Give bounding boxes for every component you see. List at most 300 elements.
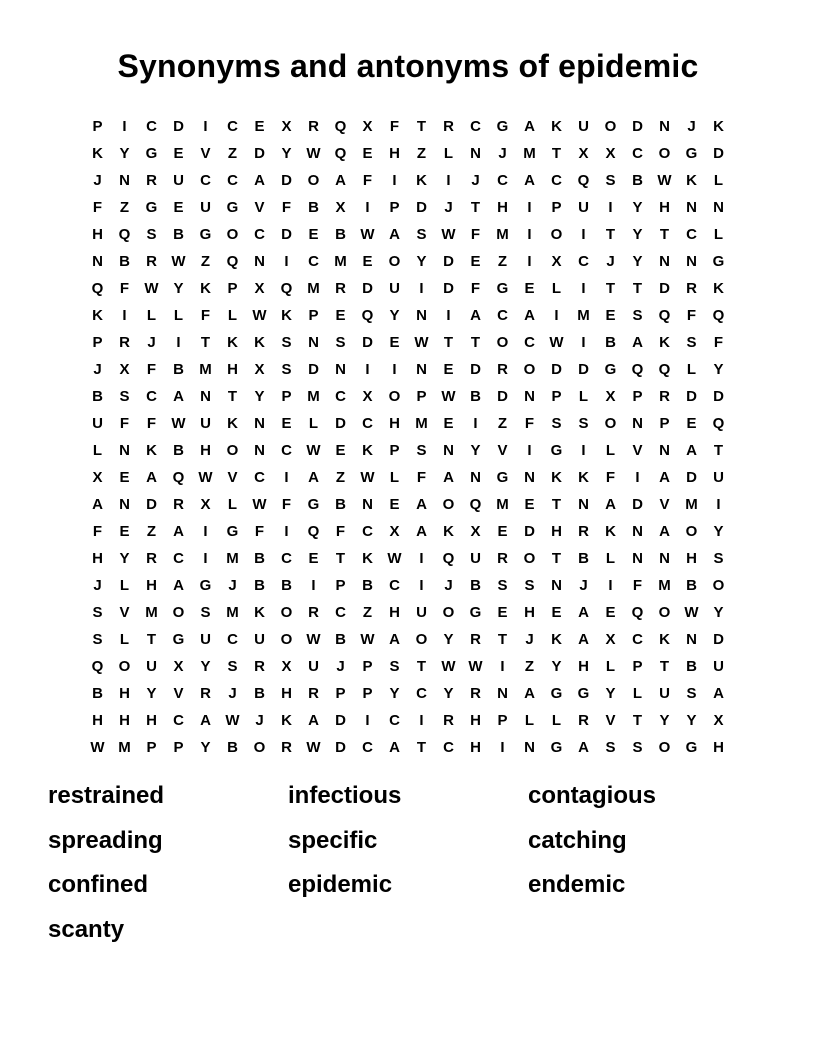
- grid-letter: U: [578, 118, 589, 135]
- grid-letter: X: [119, 361, 130, 378]
- grid-letter: Y: [119, 550, 130, 567]
- grid-letter: C: [416, 685, 427, 702]
- grid-letter: I: [203, 118, 208, 135]
- grid-letter: V: [119, 604, 130, 621]
- grid-letter: D: [335, 712, 346, 729]
- grid-letter: A: [335, 172, 346, 189]
- grid-letter: R: [443, 118, 454, 135]
- grid-letter: E: [524, 496, 535, 513]
- grid-letter: A: [146, 469, 157, 486]
- grid-letter: L: [524, 712, 535, 729]
- grid-letter: O: [226, 442, 239, 459]
- grid-letter: J: [336, 658, 345, 675]
- grid-letter: C: [146, 118, 157, 135]
- word-list-item: epidemic: [288, 871, 393, 898]
- grid-letter: F: [470, 226, 481, 243]
- grid-letter: R: [470, 685, 481, 702]
- grid-letter: X: [389, 523, 400, 540]
- grid-letter: B: [362, 577, 373, 594]
- grid-letter: P: [632, 388, 643, 405]
- grid-letter: H: [713, 739, 724, 756]
- word-list-item: infectious: [288, 782, 402, 809]
- grid-letter: I: [365, 361, 370, 378]
- grid-letter: D: [686, 469, 697, 486]
- grid-row: [84, 221, 732, 248]
- grid-letter: I: [122, 118, 127, 135]
- grid-letter: T: [632, 280, 643, 297]
- grid-letter: E: [254, 118, 265, 135]
- grid-letter: E: [119, 469, 130, 486]
- grid-letter: M: [523, 145, 536, 162]
- grid-letter: N: [119, 442, 130, 459]
- grid-letter: R: [578, 523, 589, 540]
- grid-row: [84, 410, 732, 437]
- grid-letter: I: [284, 523, 289, 540]
- grid-letter: S: [632, 739, 643, 756]
- grid-letter: R: [578, 712, 589, 729]
- grid-letter: Q: [334, 145, 347, 162]
- grid-letter: W: [684, 604, 699, 621]
- grid-letter: H: [146, 577, 157, 594]
- grid-letter: J: [147, 334, 156, 351]
- grid-letter: O: [685, 523, 698, 540]
- grid-letter: K: [551, 118, 562, 135]
- grid-letter: B: [281, 577, 292, 594]
- grid-letter: C: [227, 631, 238, 648]
- grid-letter: V: [659, 496, 670, 513]
- grid-letter: A: [389, 226, 400, 243]
- grid-letter: S: [605, 172, 616, 189]
- grid-letter: W: [171, 253, 186, 270]
- grid-letter: C: [389, 577, 400, 594]
- grid-letter: H: [470, 739, 481, 756]
- grid-letter: I: [581, 226, 586, 243]
- grid-letter: W: [90, 739, 105, 756]
- grid-letter: M: [199, 361, 212, 378]
- grid-letter: N: [524, 469, 535, 486]
- grid-letter: T: [470, 334, 481, 351]
- grid-letter: Z: [227, 145, 238, 162]
- grid-letter: L: [92, 442, 103, 459]
- grid-letter: L: [551, 280, 562, 297]
- grid-letter: N: [497, 685, 508, 702]
- grid-letter: A: [578, 604, 589, 621]
- grid-letter: I: [500, 658, 505, 675]
- grid-letter: N: [632, 523, 643, 540]
- grid-letter: A: [686, 442, 697, 459]
- grid-letter: Z: [497, 415, 508, 432]
- grid-letter: F: [605, 469, 616, 486]
- grid-letter: J: [687, 118, 696, 135]
- grid-letter: O: [442, 496, 455, 513]
- grid-letter: N: [686, 253, 697, 270]
- grid-letter: A: [659, 469, 670, 486]
- grid-letter: G: [577, 685, 590, 702]
- grid-letter: U: [200, 631, 211, 648]
- grid-letter: E: [605, 307, 616, 324]
- grid-letter: I: [203, 550, 208, 567]
- grid-letter: V: [200, 145, 211, 162]
- grid-letter: U: [200, 199, 211, 216]
- grid-letter: S: [686, 334, 697, 351]
- grid-letter: N: [254, 442, 265, 459]
- grid-letter: Q: [91, 658, 104, 675]
- grid-letter: Z: [416, 145, 427, 162]
- grid-letter: O: [307, 172, 320, 189]
- grid-letter: H: [497, 199, 508, 216]
- grid-row: [84, 437, 732, 464]
- grid-letter: N: [686, 199, 697, 216]
- grid-letter: H: [686, 550, 697, 567]
- grid-letter: P: [92, 118, 103, 135]
- word-list-item: endemic: [528, 871, 626, 898]
- grid-letter: B: [227, 739, 238, 756]
- grid-letter: G: [307, 496, 320, 513]
- grid-letter: K: [92, 307, 103, 324]
- grid-letter: Y: [200, 739, 211, 756]
- grid-letter: E: [362, 145, 373, 162]
- word-list-item: specific: [288, 826, 378, 854]
- grid-letter: H: [659, 199, 670, 216]
- grid-letter: X: [605, 145, 616, 162]
- grid-letter: B: [686, 577, 697, 594]
- grid-letter: L: [605, 550, 616, 567]
- grid-letter: R: [659, 388, 670, 405]
- grid-letter: K: [200, 280, 211, 297]
- grid-letter: T: [713, 442, 724, 459]
- grid-row: [84, 572, 732, 599]
- grid-letter: Z: [335, 469, 346, 486]
- grid-letter: P: [416, 388, 427, 405]
- grid-letter: Q: [307, 523, 320, 540]
- grid-letter: C: [497, 172, 508, 189]
- grid-letter: J: [93, 361, 102, 378]
- grid-letter: O: [172, 604, 185, 621]
- grid-letter: B: [335, 226, 346, 243]
- grid-letter: J: [228, 577, 237, 594]
- grid-letter: K: [227, 334, 238, 351]
- grid-letter: U: [416, 604, 427, 621]
- grid-letter: L: [119, 577, 130, 594]
- grid-letter: G: [685, 739, 698, 756]
- grid-letter: B: [254, 577, 265, 594]
- grid-letter: A: [524, 685, 535, 702]
- grid-letter: N: [254, 253, 265, 270]
- grid-letter: R: [686, 280, 697, 297]
- grid-letter: A: [632, 334, 643, 351]
- grid-letter: A: [416, 496, 427, 513]
- grid-letter: N: [713, 199, 724, 216]
- grid-letter: T: [659, 658, 670, 675]
- grid-letter: U: [146, 658, 157, 675]
- grid-letter: G: [469, 604, 482, 621]
- grid-letter: I: [500, 739, 505, 756]
- grid-letter: N: [578, 496, 589, 513]
- grid-letter: X: [713, 712, 724, 729]
- grid-letter: I: [419, 280, 424, 297]
- grid-letter: Q: [712, 307, 725, 324]
- grid-letter: S: [578, 415, 589, 432]
- grid-letter: Y: [686, 712, 697, 729]
- grid-letter: S: [335, 334, 346, 351]
- grid-letter: D: [713, 145, 724, 162]
- grid-letter: S: [416, 442, 427, 459]
- grid-letter: F: [632, 577, 643, 594]
- grid-letter: F: [281, 496, 292, 513]
- grid-letter: W: [360, 226, 375, 243]
- grid-letter: H: [119, 712, 130, 729]
- grid-letter: D: [686, 388, 697, 405]
- grid-letter: S: [416, 226, 427, 243]
- grid-letter: H: [389, 415, 400, 432]
- grid-letter: B: [254, 685, 265, 702]
- grid-letter: H: [119, 685, 130, 702]
- grid-letter: F: [281, 199, 292, 216]
- grid-letter: M: [226, 604, 239, 621]
- grid-letter: D: [335, 739, 346, 756]
- grid-letter: S: [551, 415, 562, 432]
- grid-letter: D: [335, 415, 346, 432]
- grid-letter: S: [632, 307, 643, 324]
- grid-letter: G: [550, 739, 563, 756]
- grid-letter: T: [605, 280, 616, 297]
- grid-letter: D: [146, 496, 157, 513]
- grid-letter: W: [306, 145, 321, 162]
- grid-letter: D: [416, 199, 427, 216]
- grid-letter: Y: [713, 523, 724, 540]
- grid-letter: C: [524, 334, 535, 351]
- grid-letter: Q: [658, 307, 671, 324]
- grid-letter: W: [306, 631, 321, 648]
- grid-letter: L: [119, 631, 130, 648]
- grid-letter: L: [605, 658, 616, 675]
- grid-letter: A: [200, 712, 211, 729]
- grid-row: [84, 140, 732, 167]
- grid-letter: B: [686, 658, 697, 675]
- grid-letter: J: [498, 145, 507, 162]
- grid-letter: V: [632, 442, 643, 459]
- grid-letter: W: [171, 415, 186, 432]
- grid-letter: Q: [280, 280, 293, 297]
- grid-letter: R: [281, 739, 292, 756]
- grid-letter: C: [335, 604, 346, 621]
- grid-letter: B: [119, 253, 130, 270]
- grid-letter: N: [524, 388, 535, 405]
- grid-letter: W: [441, 226, 456, 243]
- grid-letter: M: [415, 415, 428, 432]
- grid-letter: M: [226, 550, 239, 567]
- grid-letter: I: [365, 199, 370, 216]
- grid-letter: S: [146, 226, 157, 243]
- grid-letter: K: [551, 631, 562, 648]
- grid-letter: D: [362, 334, 373, 351]
- grid-letter: T: [200, 334, 211, 351]
- grid-letter: J: [444, 577, 453, 594]
- grid-letter: I: [527, 253, 532, 270]
- grid-letter: L: [578, 388, 589, 405]
- grid-letter: P: [362, 685, 373, 702]
- grid-letter: N: [659, 118, 670, 135]
- grid-letter: F: [335, 523, 346, 540]
- grid-letter: S: [92, 604, 103, 621]
- grid-letter: W: [252, 307, 267, 324]
- grid-row: [84, 248, 732, 275]
- grid-letter: W: [441, 388, 456, 405]
- grid-letter: R: [443, 712, 454, 729]
- grid-letter: I: [635, 469, 640, 486]
- grid-letter: B: [605, 334, 616, 351]
- grid-letter: Y: [551, 658, 562, 675]
- grid-letter: C: [362, 523, 373, 540]
- grid-letter: H: [470, 712, 481, 729]
- grid-letter: F: [92, 199, 103, 216]
- grid-letter: P: [632, 658, 643, 675]
- grid-letter: L: [713, 172, 724, 189]
- grid-letter: E: [362, 253, 373, 270]
- grid-letter: J: [471, 172, 480, 189]
- grid-letter: G: [226, 199, 239, 216]
- grid-letter: J: [579, 577, 588, 594]
- grid-letter: T: [551, 496, 562, 513]
- grid-letter: F: [119, 415, 130, 432]
- grid-letter: D: [632, 496, 643, 513]
- grid-letter: O: [388, 388, 401, 405]
- grid-letter: X: [335, 199, 346, 216]
- grid-row: [84, 194, 732, 221]
- word-list-item: spreading: [48, 826, 163, 854]
- grid-letter: N: [632, 550, 643, 567]
- grid-letter: B: [173, 226, 184, 243]
- grid-letter: B: [632, 172, 643, 189]
- word-list: [48, 779, 768, 957]
- grid-letter: C: [389, 712, 400, 729]
- grid-letter: D: [578, 361, 589, 378]
- grid-letter: K: [227, 415, 238, 432]
- grid-letter: E: [335, 307, 346, 324]
- grid-letter: I: [473, 415, 478, 432]
- grid-letter: K: [92, 145, 103, 162]
- grid-letter: Q: [334, 118, 347, 135]
- grid-letter: G: [199, 577, 212, 594]
- grid-letter: P: [335, 685, 346, 702]
- grid-letter: S: [200, 604, 211, 621]
- grid-letter: C: [254, 226, 265, 243]
- grid-row: [84, 599, 732, 626]
- grid-letter: T: [470, 199, 481, 216]
- grid-letter: U: [659, 685, 670, 702]
- grid-letter: C: [146, 388, 157, 405]
- grid-letter: X: [254, 361, 265, 378]
- grid-letter: G: [712, 253, 725, 270]
- grid-row: [84, 113, 732, 140]
- grid-letter: X: [92, 469, 103, 486]
- grid-letter: F: [254, 523, 265, 540]
- grid-letter: H: [200, 442, 211, 459]
- grid-letter: F: [416, 469, 427, 486]
- grid-letter: P: [497, 712, 508, 729]
- grid-letter: H: [146, 712, 157, 729]
- grid-letter: E: [443, 361, 454, 378]
- grid-letter: K: [254, 334, 265, 351]
- grid-letter: W: [306, 442, 321, 459]
- grid-letter: O: [523, 361, 536, 378]
- grid-letter: R: [173, 496, 184, 513]
- grid-letter: J: [228, 685, 237, 702]
- grid-letter: C: [173, 712, 184, 729]
- grid-letter: W: [252, 496, 267, 513]
- grid-letter: N: [416, 361, 427, 378]
- grid-letter: E: [281, 415, 292, 432]
- grid-letter: E: [524, 280, 535, 297]
- grid-letter: E: [605, 604, 616, 621]
- grid-letter: I: [527, 199, 532, 216]
- grid-letter: I: [392, 361, 397, 378]
- grid-letter: Y: [605, 685, 616, 702]
- grid-letter: Y: [632, 199, 643, 216]
- grid-letter: F: [200, 307, 211, 324]
- grid-letter: W: [360, 631, 375, 648]
- grid-letter: F: [119, 280, 130, 297]
- grid-letter: N: [119, 172, 130, 189]
- grid-letter: O: [658, 604, 671, 621]
- grid-letter: D: [443, 253, 454, 270]
- grid-letter: H: [281, 685, 292, 702]
- grid-letter: K: [659, 334, 670, 351]
- grid-letter: F: [146, 415, 157, 432]
- grid-letter: G: [145, 145, 158, 162]
- grid-letter: M: [145, 604, 158, 621]
- grid-letter: C: [632, 631, 643, 648]
- grid-letter: Q: [469, 496, 482, 513]
- grid-letter: W: [360, 469, 375, 486]
- grid-letter: X: [254, 280, 265, 297]
- grid-letter: K: [281, 307, 292, 324]
- grid-letter: K: [281, 712, 292, 729]
- grid-letter: E: [497, 523, 508, 540]
- grid-letter: S: [281, 361, 292, 378]
- grid-letter: O: [658, 145, 671, 162]
- grid-letter: Y: [713, 361, 724, 378]
- letter-grid: [84, 113, 732, 761]
- grid-letter: S: [92, 631, 103, 648]
- grid-letter: C: [173, 550, 184, 567]
- grid-letter: H: [389, 604, 400, 621]
- grid-letter: Q: [442, 550, 455, 567]
- grid-letter: G: [226, 523, 239, 540]
- grid-letter: K: [605, 523, 616, 540]
- grid-letter: Q: [91, 280, 104, 297]
- grid-letter: T: [335, 550, 346, 567]
- grid-letter: G: [172, 631, 185, 648]
- grid-letter: C: [335, 388, 346, 405]
- grid-letter: S: [119, 388, 130, 405]
- grid-letter: A: [308, 469, 319, 486]
- grid-letter: Y: [146, 685, 157, 702]
- grid-letter: J: [93, 172, 102, 189]
- grid-letter: A: [578, 631, 589, 648]
- grid-letter: O: [604, 118, 617, 135]
- word-list-item: confined: [48, 871, 148, 898]
- grid-letter: P: [281, 388, 292, 405]
- grid-letter: J: [606, 253, 615, 270]
- grid-letter: T: [416, 118, 427, 135]
- grid-letter: F: [713, 334, 724, 351]
- grid-letter: O: [118, 658, 131, 675]
- grid-letter: N: [551, 577, 562, 594]
- grid-letter: I: [392, 172, 397, 189]
- grid-letter: O: [604, 415, 617, 432]
- grid-letter: A: [524, 118, 535, 135]
